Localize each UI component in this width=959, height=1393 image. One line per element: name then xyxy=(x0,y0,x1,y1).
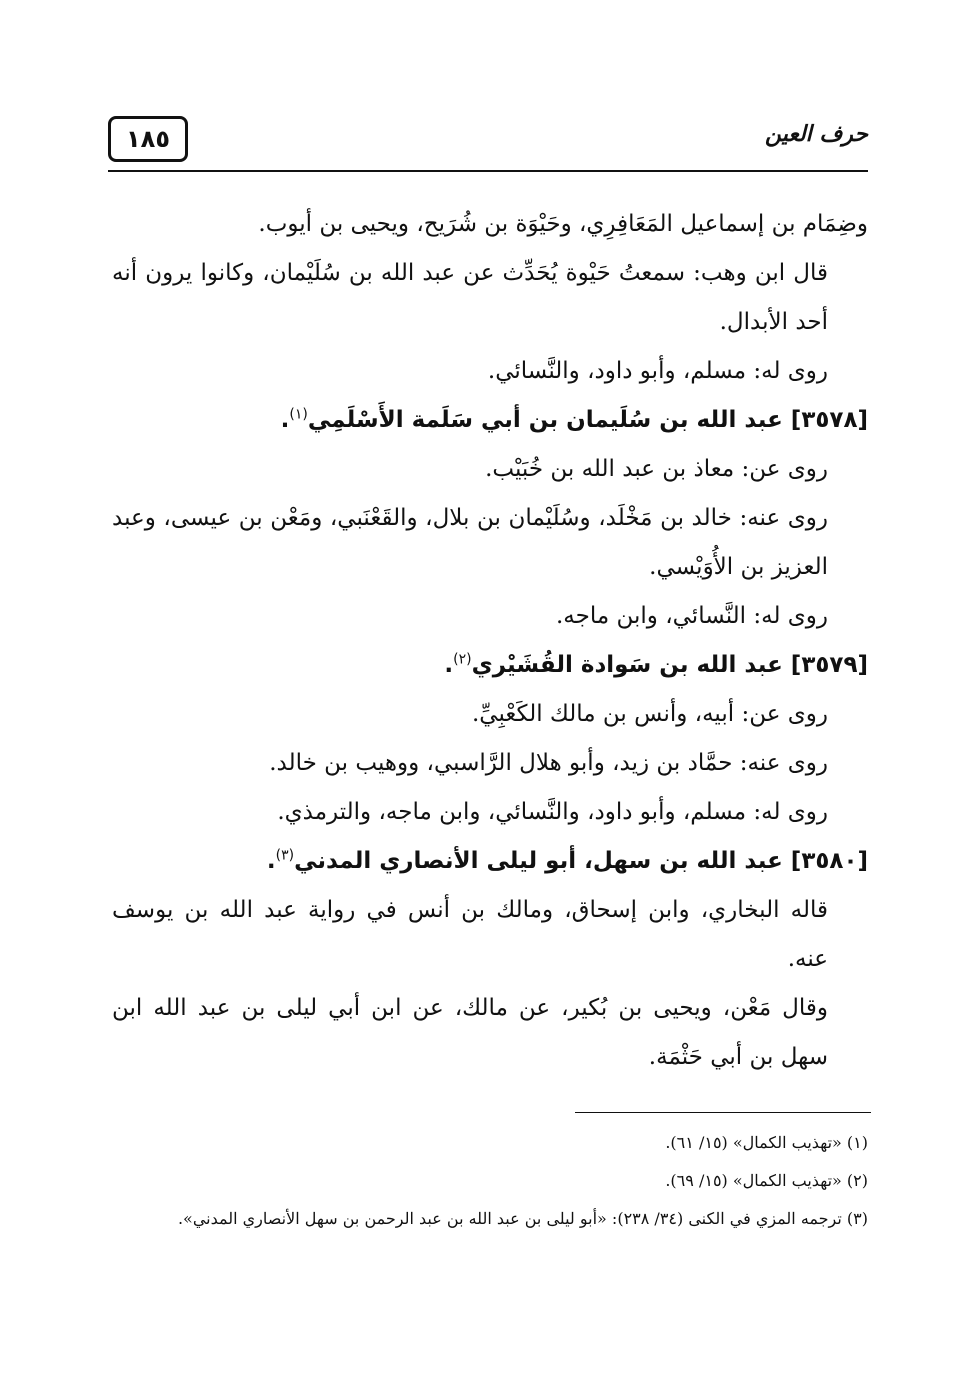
entry-title: [٣٥٧٨] عبد الله بن سُلَيمان بن أبي سَلَمة الأَسْلَمِي xyxy=(307,407,868,433)
entry-line: روى عن: معاذ بن عبد الله بن خُبَيْب. xyxy=(485,456,828,482)
page-header xyxy=(108,108,868,176)
entry-heading-3580 xyxy=(112,837,868,886)
footnote-ref: (١) xyxy=(289,406,308,423)
footnote-1: (١) «تهذيب الكمال» (١٥/ ٦١). xyxy=(665,1133,868,1152)
footnote-ref: (٣) xyxy=(275,847,295,864)
entry-line: روى عن: أبيه، وأنس بن مالك الكَعْبِيِّ. xyxy=(471,701,828,727)
footnote-separator xyxy=(575,1112,871,1113)
entry-line: روى له: النَّسائي، وابن ماجه. xyxy=(555,603,828,629)
paragraph: روى له: مسلم، وأبو داود، والنَّسائي. xyxy=(487,358,828,384)
heading-period: . xyxy=(280,407,290,433)
entry-heading-3579 xyxy=(112,641,868,690)
entry-line: وقال مَعْن، ويحيى بن بُكير، عن مالك، عن ابن أبي ليلى بن عبد الله ابن سهل بن أبي حَثْمَة. xyxy=(112,995,828,1070)
entry-title: [٣٥٧٩] عبد الله بن سَوادة القُشَيْري xyxy=(471,652,868,678)
footnotes xyxy=(112,1124,868,1238)
entry-line: قاله البخاري، وابن إسحاق، ومالك بن أنس في رواية عبد الله بن يوسف عنه. xyxy=(112,897,828,972)
running-title: حرف العين xyxy=(764,122,868,147)
paragraph: قال ابن وهب: سمعتُ حَيْوة يُحَدِّث عن عبد الله بن سُلَيْمان، وكانوا يرون أنه أحد الأبدال. xyxy=(112,260,828,335)
footnote-ref: (٢) xyxy=(453,651,472,668)
entry-line: روى عنه: خالد بن مَخْلَد، وسُلَيْمان بن بلال، والقَعْنَبي، ومَعْن بن عيسى، وعبد العزيز بن الأُوَيْسي. xyxy=(112,505,828,580)
entry-title: [٣٥٨٠] عبد الله بن سهل، أبو ليلى الأنصاري المدني xyxy=(294,848,868,874)
paragraph: وضِمَام بن إسماعيل المَعَافِرِي، وحَيْوَة بن شُرَيح، ويحيى بن أيوب. xyxy=(258,211,868,237)
footnote-2: (٢) «تهذيب الكمال» (١٥/ ٦٩). xyxy=(665,1171,868,1190)
heading-period: . xyxy=(444,652,454,678)
header-rule xyxy=(108,170,868,172)
footnote-3: (٣) ترجمه المزي في الكنى (٣٤/ ٢٣٨): «أبو ليلى بن عبد الله بن عبد الرحمن بن سهل الأنصاري المدني». xyxy=(177,1209,868,1228)
entry-heading-3578 xyxy=(112,396,868,445)
heading-period: . xyxy=(266,848,276,874)
page-number: ١٨٥ xyxy=(108,116,188,162)
entry-line: روى له: مسلم، وأبو داود، والنَّسائي، وابن ماجه، والترمذي. xyxy=(277,799,828,825)
entry-line: روى عنه: حمَّاد بن زيد، وأبو هلال الرَّاسبي، ووهيب بن خالد. xyxy=(269,750,828,776)
main-text xyxy=(112,200,868,1082)
